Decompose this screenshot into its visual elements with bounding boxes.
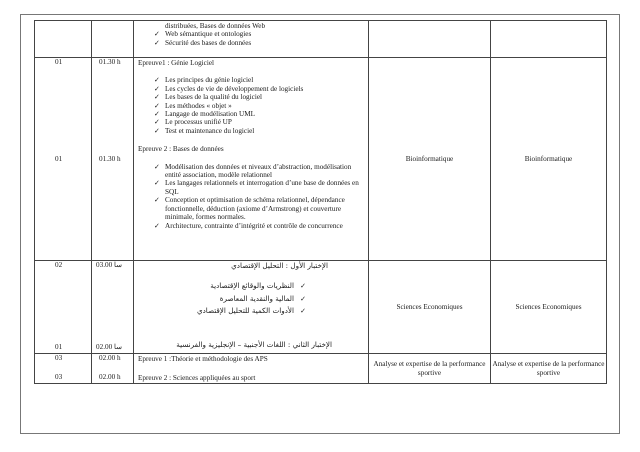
specialty-cell: Analyse et expertise de la performance sportive [369,354,491,384]
topic-list [138,76,364,135]
specialty-cell: Analyse et expertise de la performance sportive [491,354,607,384]
list-item: ✓ Le processus unifié UP [154,118,364,126]
coef-value: 02 [55,261,63,269]
epreuve-title: الإختبار الثاني : اللغات الأجنبية – الإنجليزية والفرنسية [176,340,332,349]
list-item: ✓ Les langages relationnels et interrogation d’une base de données en SQL [154,179,364,196]
coef-value: 01 [55,58,63,66]
topic-list [138,282,364,315]
epreuve-title: الإختبار الأول : التحليل الإقتصادي [231,261,328,270]
program-cell [134,58,369,261]
epreuve-title: Epreuve 1 :Théorie et méthodologie des APS [138,355,268,363]
epreuve-title: Epreuve 2 : Sciences appliquées au sport [138,374,256,382]
list-item: ✓ Les bases de la qualité du logiciel [154,93,364,101]
coef-cell [35,21,92,58]
duration-value: 01.30 h [99,58,121,66]
list-item: ✓ Langage de modélisation UML [154,110,364,118]
duration-value: 02.00 h [99,373,121,381]
list-item: ✓ الأدوات الكمية للتحليل الإقتصادي [158,307,306,315]
table-row [35,354,607,384]
duration-value: 02.00 سا [96,343,123,351]
duration-cell [92,58,134,261]
list-item: ✓ Les principes du génie logiciel [154,76,364,84]
coef-cell [35,58,92,261]
specialty-cell: Sciences Economiques [491,261,607,354]
program-cell [134,354,369,384]
duration-cell [92,354,134,384]
list-item: ✓ Web sémantique et ontologies [154,30,364,38]
table-row [35,21,607,58]
topic-list [138,163,364,230]
epreuve-title: Epreuve 2 : Bases de données [138,145,224,154]
duration-value: 02.00 h [99,354,121,362]
specialty-cell: Sciences Economiques [369,261,491,354]
coef-cell [35,261,92,354]
coef-value: 01 [55,343,63,351]
list-item: ✓ Sécurité des bases de données [154,39,364,47]
table-row [35,58,607,261]
coef-value: 01 [55,155,63,163]
program-line: distribuées, Bases de données Web [165,22,266,30]
exam-program-table [34,20,607,384]
coef-cell [35,354,92,384]
coef-value: 03 [55,354,63,362]
list-item: ✓ Architecture, contrainte d’intégrité et contrôle de concurrence [154,222,364,230]
table-row [35,261,607,354]
list-item: ✓ النظريات والوقائع الإقتصادية [158,282,306,290]
topic-list [138,30,364,47]
program-cell [134,261,369,354]
specialty-cell [369,21,491,58]
list-item: ✓ Modélisation des données et niveaux d’abstraction, modélisation entité association, modèle relationnel [154,163,364,180]
list-item: ✓ Les méthodes « objet » [154,102,364,110]
list-item: ✓ Les cycles de vie de développement de logiciels [154,85,364,93]
duration-value: 01.30 h [99,155,121,163]
list-item: ✓ Conception et optimisation de schéma relationnel, dépendance fonctionnelle, déduction (axiome d’Armstrong) et couverture minimale, formes normales. [154,196,364,221]
specialty-cell [491,21,607,58]
specialty-cell: Bioinformatique [369,58,491,261]
specialty-cell: Bioinformatique [491,58,607,261]
duration-cell [92,21,134,58]
duration-cell [92,261,134,354]
program-cell [134,21,369,58]
epreuve-title: Epreuve1 : Génie Logiciel [138,59,215,67]
list-item: ✓ Test et maintenance du logiciel [154,127,364,135]
list-item: ✓ المالية والنقدية المعاصرة [158,295,306,303]
duration-value: 03.00 سا [96,261,123,269]
coef-value: 03 [55,373,63,381]
